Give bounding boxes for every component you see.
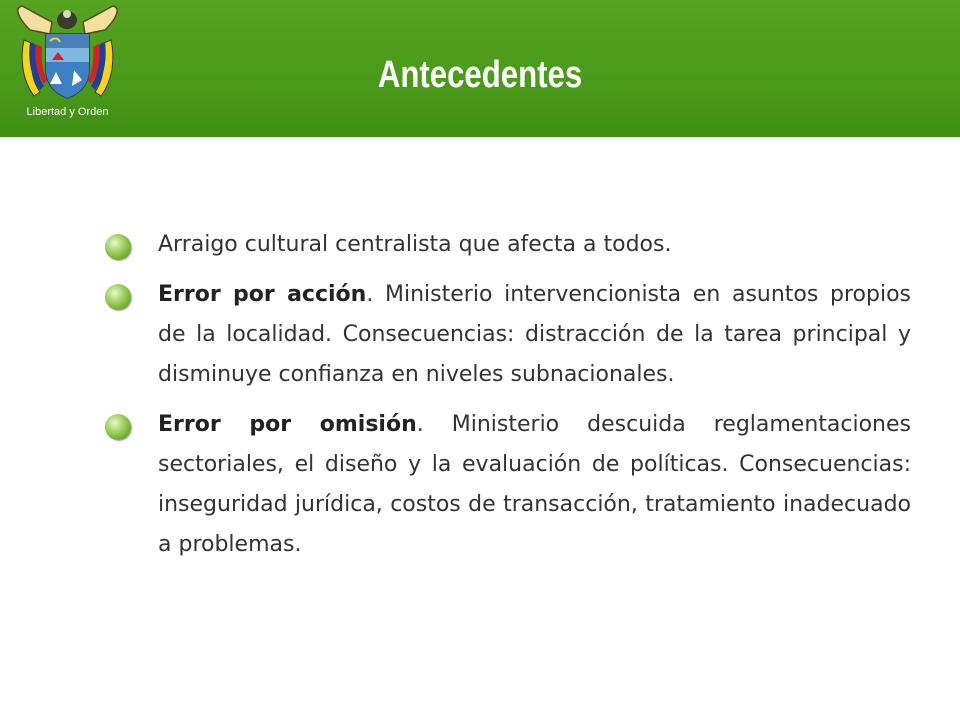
green-bullet-icon <box>105 284 131 310</box>
bullet-item-3 <box>105 405 911 565</box>
bullet-list <box>105 225 911 565</box>
slide-title: Antecedentes <box>377 54 583 96</box>
bullet-lead: Error por acción <box>158 282 367 307</box>
bullet-item-2 <box>105 275 911 395</box>
header-bar <box>0 0 960 137</box>
coat-of-arms-logo <box>0 0 135 137</box>
bullet-text: . Ministerio intervencionista en asuntos propios de la localidad. Consecuencias: distracción de la tarea principal y disminuye confianza en niveles subnacionales. <box>158 282 912 387</box>
bullet-text: . Ministerio descuida reglamentaciones sectoriales, el diseño y la evaluación de políticas. Consecuencias: inseguridad jurídica, costos de transacción, tratamiento inadecuado a problemas. <box>158 412 911 557</box>
bullet-lead: Error por omisión <box>158 412 417 437</box>
logo-motto: Libertad y Orden <box>26 106 109 118</box>
colombia-coat-of-arms-icon <box>0 0 135 110</box>
bullet-text: Arraigo cultural centralista que afecta a todos. <box>158 232 672 257</box>
green-bullet-icon <box>105 234 131 260</box>
green-bullet-icon <box>105 414 131 440</box>
bullet-item-1 <box>105 225 911 265</box>
